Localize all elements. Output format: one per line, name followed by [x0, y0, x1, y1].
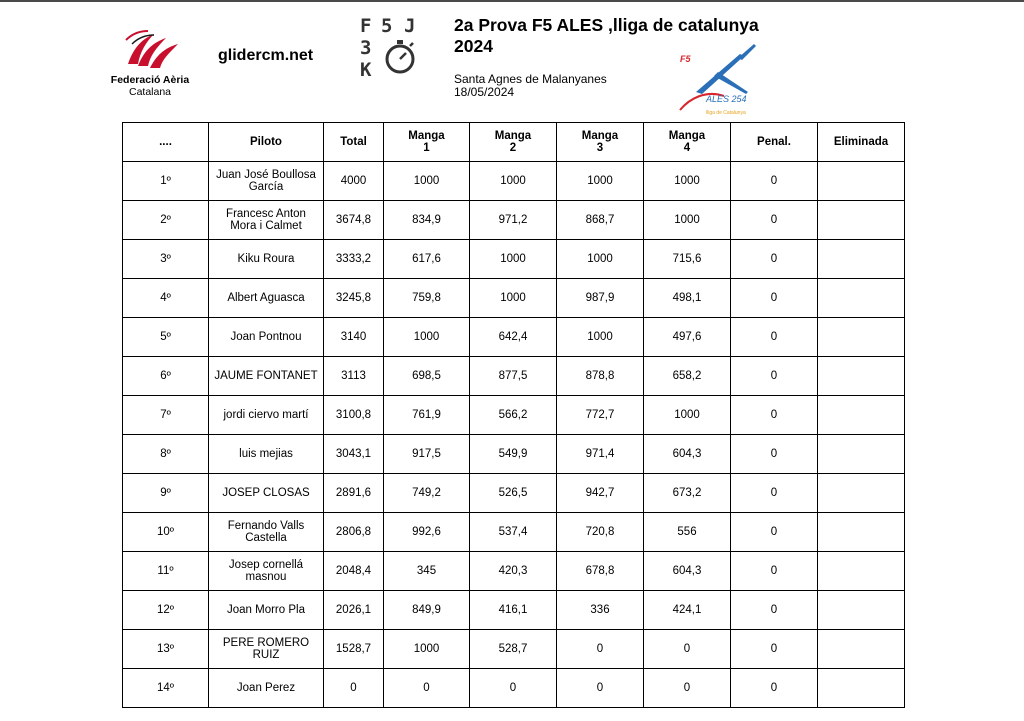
- cell-eliminada: [818, 279, 905, 318]
- table-row: [123, 279, 905, 318]
- cell-manga-3: 336: [557, 591, 644, 630]
- cell-eliminada: [818, 630, 905, 669]
- cell-manga-4: 556: [644, 513, 731, 552]
- cell-penal: 0: [731, 279, 818, 318]
- cell-manga-1: 345: [384, 552, 470, 591]
- cell-manga-1: 0: [384, 669, 470, 708]
- cell-manga-4: 1000: [644, 201, 731, 240]
- table-row: [123, 318, 905, 357]
- cell-total: 3113: [324, 357, 384, 396]
- cell-eliminada: [818, 240, 905, 279]
- cell-rank: 11º: [123, 552, 209, 591]
- cell-total: 0: [324, 669, 384, 708]
- f5j-letter-j: J: [404, 15, 416, 37]
- cell-manga-4: 715,6: [644, 240, 731, 279]
- ales-254-logo: [676, 40, 762, 118]
- cell-rank: 2º: [123, 201, 209, 240]
- cell-manga-4: 1000: [644, 396, 731, 435]
- cell-pilot: Juan José Boullosa García: [209, 162, 324, 201]
- cell-total: 1528,7: [324, 630, 384, 669]
- cell-pilot: Josep cornellá masnou: [209, 552, 324, 591]
- cell-manga-3: 720,8: [557, 513, 644, 552]
- cell-penal: 0: [731, 630, 818, 669]
- cell-manga-3: 942,7: [557, 474, 644, 513]
- cell-eliminada: [818, 669, 905, 708]
- f5j-letter-k: K: [360, 59, 372, 78]
- cell-manga-1: 849,9: [384, 591, 470, 630]
- table-row: [123, 552, 905, 591]
- cell-eliminada: [818, 396, 905, 435]
- table-row: [123, 474, 905, 513]
- table-row: [123, 513, 905, 552]
- cell-total: 3043,1: [324, 435, 384, 474]
- cell-rank: 12º: [123, 591, 209, 630]
- cell-penal: 0: [731, 591, 818, 630]
- cell-manga-2: 877,5: [470, 357, 557, 396]
- header-manga-3: Manga 3: [557, 123, 644, 162]
- fac-name: Federació Aèria: [110, 74, 190, 86]
- cell-penal: 0: [731, 552, 818, 591]
- header-eliminada: Eliminada: [818, 123, 905, 162]
- cell-manga-4: 673,2: [644, 474, 731, 513]
- cell-manga-4: 0: [644, 630, 731, 669]
- cell-manga-2: 1000: [470, 240, 557, 279]
- cell-pilot: luis mejias: [209, 435, 324, 474]
- cell-manga-1: 1000: [384, 318, 470, 357]
- cell-penal: 0: [731, 669, 818, 708]
- cell-rank: 4º: [123, 279, 209, 318]
- header-rank: ....: [123, 123, 209, 162]
- cell-manga-1: 1000: [384, 162, 470, 201]
- cell-eliminada: [818, 513, 905, 552]
- event-location-date: [454, 73, 607, 99]
- table-row: [123, 201, 905, 240]
- cell-pilot: PERE ROMERO RUIZ: [209, 630, 324, 669]
- cell-total: 3674,8: [324, 201, 384, 240]
- cell-rank: 6º: [123, 357, 209, 396]
- cell-rank: 14º: [123, 669, 209, 708]
- f5j-letter-3: 3: [360, 37, 372, 59]
- table-row: [123, 357, 905, 396]
- cell-manga-1: 759,8: [384, 279, 470, 318]
- header-total: Total: [324, 123, 384, 162]
- cell-manga-3: 772,7: [557, 396, 644, 435]
- table-row: [123, 396, 905, 435]
- cell-manga-2: 1000: [470, 162, 557, 201]
- f5j-letter-f: F: [360, 15, 372, 37]
- cell-rank: 1º: [123, 162, 209, 201]
- cell-rank: 8º: [123, 435, 209, 474]
- header-penal: Penal.: [731, 123, 818, 162]
- cell-eliminada: [818, 162, 905, 201]
- cell-manga-3: 987,9: [557, 279, 644, 318]
- cell-manga-4: 658,2: [644, 357, 731, 396]
- cell-manga-1: 749,2: [384, 474, 470, 513]
- site-name: glidercm.net: [218, 47, 314, 64]
- event-location: Santa Agnes de Malanyanes: [454, 72, 607, 86]
- cell-total: 2026,1: [324, 591, 384, 630]
- cell-pilot: Albert Aguasca: [209, 279, 324, 318]
- cell-manga-2: 971,2: [470, 201, 557, 240]
- cell-manga-4: 0: [644, 669, 731, 708]
- ales-logo-tag: F5: [680, 54, 691, 64]
- federacio-aeria-logo: [100, 28, 200, 100]
- f5j-3k-logo: [357, 12, 423, 78]
- cell-manga-2: 537,4: [470, 513, 557, 552]
- table-row: [123, 669, 905, 708]
- cell-total: 3140: [324, 318, 384, 357]
- cell-penal: 0: [731, 240, 818, 279]
- table-row: [123, 630, 905, 669]
- cell-eliminada: [818, 357, 905, 396]
- cell-manga-4: 604,3: [644, 552, 731, 591]
- cell-manga-2: 0: [470, 669, 557, 708]
- header-manga-4: Manga 4: [644, 123, 731, 162]
- cell-manga-4: 1000: [644, 162, 731, 201]
- cell-eliminada: [818, 591, 905, 630]
- cell-total: 2806,8: [324, 513, 384, 552]
- cell-rank: 9º: [123, 474, 209, 513]
- cell-pilot: Joan Pontnou: [209, 318, 324, 357]
- cell-manga-3: 0: [557, 669, 644, 708]
- cell-manga-1: 698,5: [384, 357, 470, 396]
- table-row: [123, 162, 905, 201]
- cell-manga-3: 1000: [557, 162, 644, 201]
- cell-eliminada: [818, 474, 905, 513]
- results-table: [122, 122, 905, 708]
- cell-eliminada: [818, 318, 905, 357]
- table-row: [123, 240, 905, 279]
- cell-manga-1: 617,6: [384, 240, 470, 279]
- cell-penal: 0: [731, 474, 818, 513]
- cell-rank: 13º: [123, 630, 209, 669]
- top-border-line: [0, 0, 1024, 2]
- cell-total: 4000: [324, 162, 384, 201]
- cell-pilot: jordi ciervo martí: [209, 396, 324, 435]
- cell-pilot: JOSEP CLOSAS: [209, 474, 324, 513]
- cell-total: 2891,6: [324, 474, 384, 513]
- cell-rank: 10º: [123, 513, 209, 552]
- cell-penal: 0: [731, 435, 818, 474]
- cell-pilot: JAUME FONTANET: [209, 357, 324, 396]
- header-manga-2: Manga 2: [470, 123, 557, 162]
- table-row: [123, 591, 905, 630]
- cell-manga-2: 1000: [470, 279, 557, 318]
- cell-total: 3333,2: [324, 240, 384, 279]
- cell-penal: 0: [731, 318, 818, 357]
- fac-subname: Catalana: [128, 86, 172, 98]
- cell-manga-4: 497,6: [644, 318, 731, 357]
- header-piloto: Piloto: [209, 123, 324, 162]
- cell-eliminada: [818, 201, 905, 240]
- title-line-2: 2024: [454, 36, 493, 56]
- cell-manga-3: 678,8: [557, 552, 644, 591]
- cell-manga-2: 642,4: [470, 318, 557, 357]
- cell-manga-2: 528,7: [470, 630, 557, 669]
- cell-manga-1: 992,6: [384, 513, 470, 552]
- cell-pilot: Joan Morro Pla: [209, 591, 324, 630]
- cell-eliminada: [818, 435, 905, 474]
- cell-penal: 0: [731, 396, 818, 435]
- cell-manga-2: 566,2: [470, 396, 557, 435]
- cell-manga-3: 1000: [557, 240, 644, 279]
- table-row: [123, 435, 905, 474]
- cell-manga-1: 1000: [384, 630, 470, 669]
- cell-total: 2048,4: [324, 552, 384, 591]
- fac-emblem-icon: [118, 28, 182, 74]
- title-line-1: 2a Prova F5 ALES ,lliga de catalunya: [454, 15, 759, 35]
- table-header-row: [123, 123, 905, 162]
- cell-manga-1: 917,5: [384, 435, 470, 474]
- event-date: 18/05/2024: [454, 85, 515, 99]
- header-manga-1: Manga 1: [384, 123, 470, 162]
- cell-penal: 0: [731, 162, 818, 201]
- cell-penal: 0: [731, 357, 818, 396]
- cell-penal: 0: [731, 513, 818, 552]
- cell-total: 3100,8: [324, 396, 384, 435]
- cell-manga-1: 761,9: [384, 396, 470, 435]
- glider-icon: [696, 44, 756, 94]
- f5j-letter-5: 5: [381, 15, 393, 37]
- cell-manga-4: 498,1: [644, 279, 731, 318]
- cell-penal: 0: [731, 201, 818, 240]
- ales-logo-sub: lliga de Catalunya: [706, 110, 746, 116]
- ales-logo-text: ALES 254: [706, 94, 747, 104]
- table-body: [123, 162, 905, 708]
- cell-pilot: Fernando Valls Castella: [209, 513, 324, 552]
- cell-manga-2: 526,5: [470, 474, 557, 513]
- cell-rank: 5º: [123, 318, 209, 357]
- cell-pilot: Francesc Anton Mora i Calmet: [209, 201, 324, 240]
- cell-manga-2: 420,3: [470, 552, 557, 591]
- cell-pilot: Kiku Roura: [209, 240, 324, 279]
- cell-manga-2: 549,9: [470, 435, 557, 474]
- cell-manga-3: 971,4: [557, 435, 644, 474]
- cell-manga-4: 424,1: [644, 591, 731, 630]
- cell-eliminada: [818, 552, 905, 591]
- cell-manga-4: 604,3: [644, 435, 731, 474]
- cell-manga-3: 878,8: [557, 357, 644, 396]
- cell-manga-2: 416,1: [470, 591, 557, 630]
- cell-pilot: Joan Perez: [209, 669, 324, 708]
- cell-total: 3245,8: [324, 279, 384, 318]
- cell-manga-3: 1000: [557, 318, 644, 357]
- cell-manga-1: 834,9: [384, 201, 470, 240]
- cell-rank: 3º: [123, 240, 209, 279]
- cell-manga-3: 868,7: [557, 201, 644, 240]
- cell-rank: 7º: [123, 396, 209, 435]
- cell-manga-3: 0: [557, 630, 644, 669]
